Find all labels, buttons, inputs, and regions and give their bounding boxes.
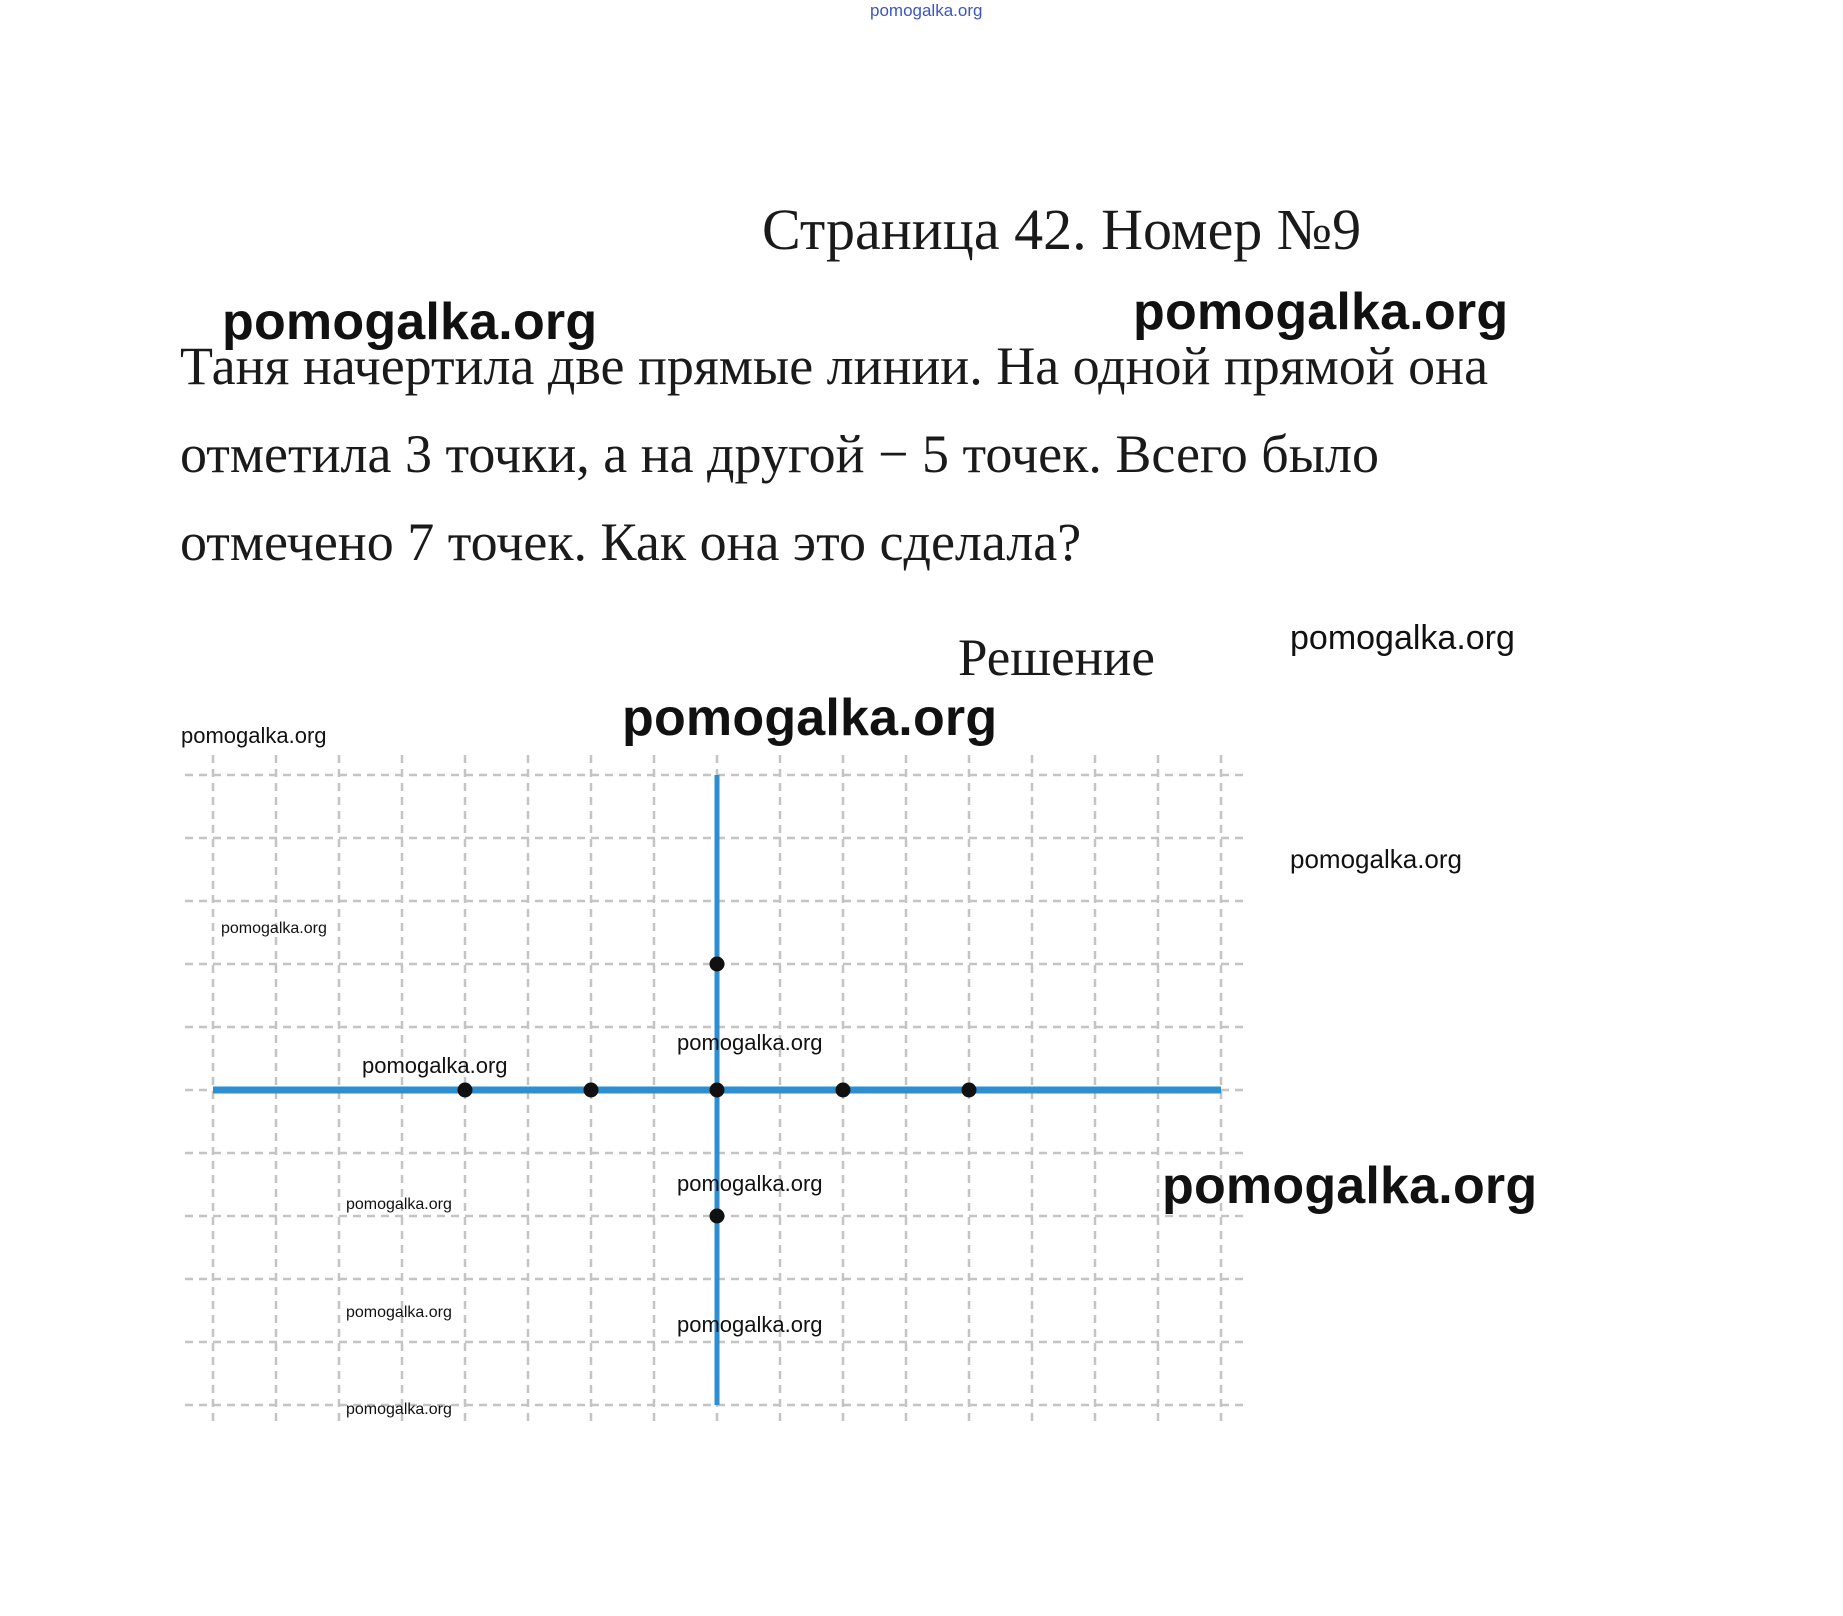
point-on-horizontal-line xyxy=(458,1083,473,1098)
problem-line: Таня начертила две прямые линии. На одной прямой она xyxy=(180,336,1489,396)
problem-line: отметила 3 точки, а на другой − 5 точек. Всего было xyxy=(180,424,1379,484)
watermark: pomogalka.org xyxy=(222,293,598,351)
point-on-horizontal-line xyxy=(710,1083,725,1098)
watermark: pomogalka.org xyxy=(1290,619,1515,657)
solution-heading: Решение xyxy=(958,629,1155,687)
watermark: pomogalka.org xyxy=(1133,283,1509,341)
watermark: pomogalka.org xyxy=(1162,1157,1538,1215)
point-on-vertical-line xyxy=(710,1209,725,1224)
watermark: pomogalka.org xyxy=(221,920,327,937)
watermark: pomogalka.org xyxy=(677,1312,823,1337)
watermark: pomogalka.org xyxy=(181,723,327,748)
watermark: pomogalka.org xyxy=(346,1304,452,1321)
watermark: pomogalka.org xyxy=(677,1030,823,1055)
watermark: pomogalka.org xyxy=(346,1196,452,1213)
watermark: pomogalka.org xyxy=(677,1171,823,1196)
problem-text xyxy=(180,322,1488,586)
watermark: pomogalka.org xyxy=(1290,844,1462,874)
point-on-horizontal-line xyxy=(836,1083,851,1098)
watermark: pomogalka.org xyxy=(346,1401,452,1418)
watermark: pomogalka.org xyxy=(622,689,998,747)
site-link[interactable]: pomogalka.org xyxy=(870,1,983,20)
watermark: pomogalka.org xyxy=(362,1053,508,1078)
point-on-vertical-line xyxy=(710,957,725,972)
point-on-horizontal-line xyxy=(584,1083,599,1098)
problem-line: отмечено 7 точек. Как она это сделала? xyxy=(180,512,1082,572)
point-on-horizontal-line xyxy=(962,1083,977,1098)
page-title: Страница 42. Номер №9 xyxy=(762,197,1362,262)
